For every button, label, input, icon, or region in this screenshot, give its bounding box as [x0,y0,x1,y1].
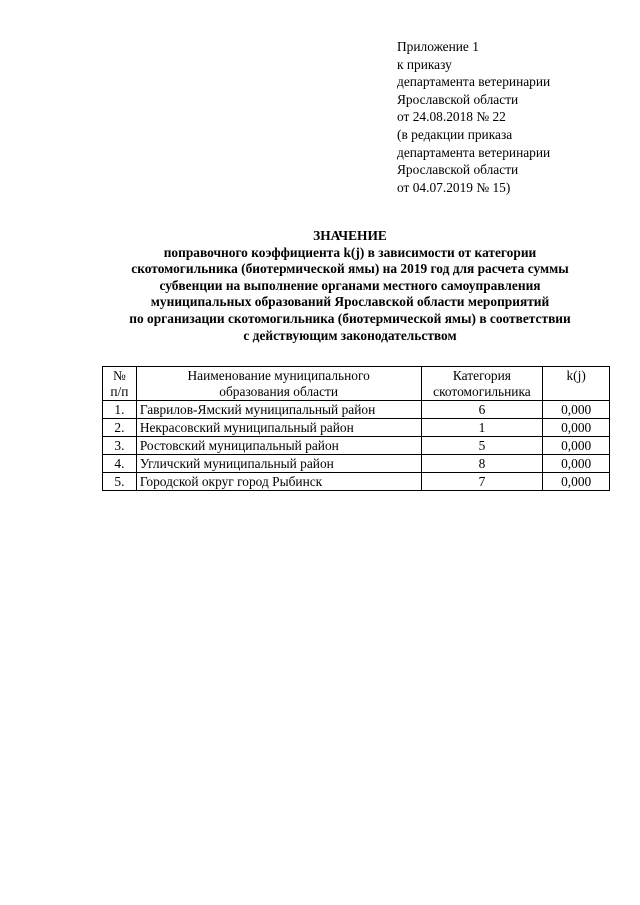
header-category-line2: скотомогильника [433,384,531,399]
appendix-line: департамента ветеринарии [397,74,551,90]
appendix-line: к приказу [397,56,452,72]
cell-k: 0,000 [543,419,610,437]
appendix-line: от 04.07.2019 № 15) [397,179,511,195]
document-title: ЗНАЧЕНИЕ [313,228,387,243]
cell-num: 2. [103,419,137,437]
cell-num: 3. [103,437,137,455]
cell-k: 0,000 [543,455,610,473]
cell-category: 5 [421,437,543,455]
table-row [103,437,610,455]
header-name-line2: образования области [219,384,339,399]
cell-category: 6 [421,401,543,419]
header-k [543,367,610,401]
cell-num: 1. [103,401,137,419]
cell-category: 8 [421,455,543,473]
document-heading [80,228,620,344]
appendix-line: от 24.08.2018 № 22 [397,109,506,125]
appendix-line: департамента ветеринарии [397,144,551,160]
cell-k: 0,000 [543,437,610,455]
appendix-line: Приложение 1 [397,39,479,54]
table-row [103,401,610,419]
cell-name: Ростовский муниципальный район [136,437,421,455]
heading-line: субвенции на выполнение органами местного самоуправления [159,277,541,293]
table-row [103,419,610,437]
header-k-label: k(j) [566,368,586,383]
cell-num: 5. [103,473,137,491]
table-row [103,473,610,491]
cell-category: 1 [421,419,543,437]
heading-line: поправочного коэффициента k(j) в зависимости от категории [163,244,537,260]
header-num-line1: № [113,368,126,383]
heading-line: по организации скотомогильника (биотермической ямы) в соответствии [129,310,571,326]
cell-category: 7 [421,473,543,491]
heading-line: скотомогильника (биотермической ямы) на 2019 год для расчета суммы [131,261,569,277]
header-category [421,367,543,401]
table-row [103,455,610,473]
appendix-line: Ярославской области [397,91,519,107]
cell-k: 0,000 [543,473,610,491]
cell-k: 0,000 [543,401,610,419]
header-num-line2: п/п [110,384,129,399]
cell-name: Городской округ город Рыбинск [136,473,421,491]
appendix-block [397,38,627,196]
cell-name: Некрасовский муниципальный район [136,419,421,437]
table-header-row [103,367,610,401]
appendix-line: Ярославской области [397,162,519,178]
cell-name: Гаврилов-Ямский муниципальный район [136,401,421,419]
appendix-line: (в редакции приказа [397,126,513,142]
cell-name: Угличский муниципальный район [136,455,421,473]
heading-line: муниципальных образований Ярославской области мероприятий [150,294,550,310]
header-num [103,367,137,401]
heading-line: с действующим законодательством [243,327,457,343]
coefficient-table [102,366,610,491]
header-category-line1: Категория [452,368,511,383]
header-name [136,367,421,401]
header-name-line1: Наименование муниципального [187,368,370,383]
cell-num: 4. [103,455,137,473]
